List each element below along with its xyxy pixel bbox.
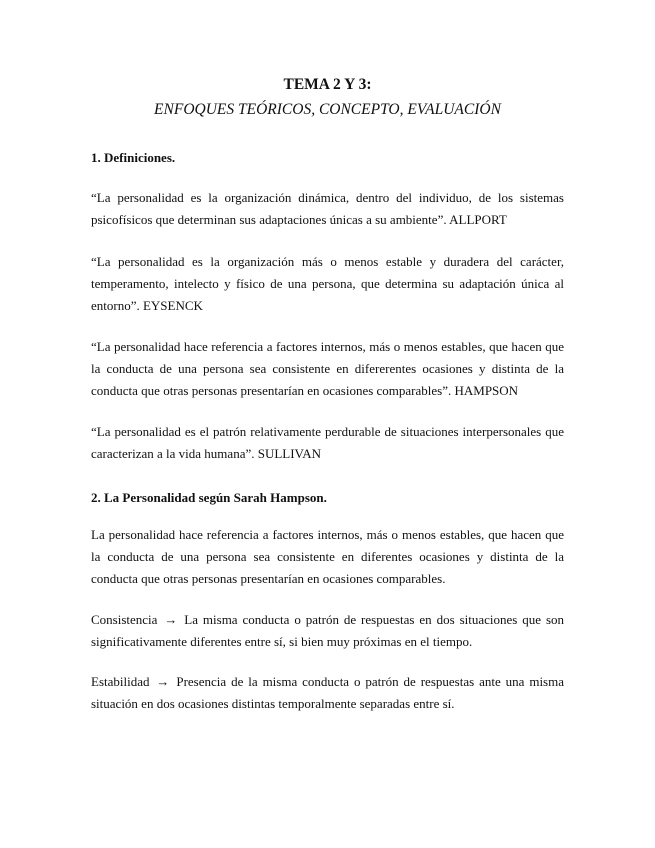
consistencia-paragraph xyxy=(91,609,564,653)
document-subtitle: ENFOQUES TEÓRICOS, CONCEPTO, EVALUACIÓN xyxy=(154,101,501,118)
definition-eysenck: “La personalidad es la organización más o menos estable y duradera del carácter, temperamento, intelecto y físico de una persona, que determina su adaptación única al entorno”. EYSENCK xyxy=(91,254,564,313)
definition-sullivan: “La personalidad es el patrón relativamente perdurable de situaciones interpersonales que caracterizan a la vida humana”. SULLIVAN xyxy=(91,424,564,461)
arrow-right-icon: → xyxy=(164,612,178,627)
consistencia-definition: La misma conducta o patrón de respuestas en dos situaciones que son significativamente diferentes entre sí, si bien muy próximas en el tiempo. xyxy=(91,612,564,649)
hampson-intro-paragraph: La personalidad hace referencia a factores internos, más o menos estables, que hacen que la conducta de una persona sea consistente en diferentes ocasiones y distinta de la conducta que otras personas presentarían en ocasiones comparables. xyxy=(91,527,564,586)
definition-hampson: “La personalidad hace referencia a factores internos, más o menos estables, que hacen que la conducta de una persona sea consistente en difererentes ocasiones y distinta de la conducta que otras personas presentarían en ocasiones comparables”. HAMPSON xyxy=(91,339,564,398)
section-heading-definiciones: 1. Definiciones. xyxy=(91,150,176,165)
consistencia-term: Consistencia xyxy=(91,612,158,627)
estabilidad-definition: Presencia de la misma conducta o patrón de respuestas ante una misma situación en dos ocasiones distintas temporalmente separadas entre sí. xyxy=(91,674,565,711)
document-title: TEMA 2 Y 3: xyxy=(283,76,372,93)
section-heading-hampson: 2. La Personalidad según Sarah Hampson. xyxy=(91,490,327,505)
definition-allport: “La personalidad es la organización dinámica, dentro del individuo, de los sistemas psicofísicos que determinan sus adaptaciones únicas a su ambiente”. ALLPORT xyxy=(91,190,564,227)
estabilidad-term: Estabilidad xyxy=(91,674,150,689)
estabilidad-paragraph xyxy=(91,671,564,715)
arrow-right-icon: → xyxy=(156,674,170,689)
